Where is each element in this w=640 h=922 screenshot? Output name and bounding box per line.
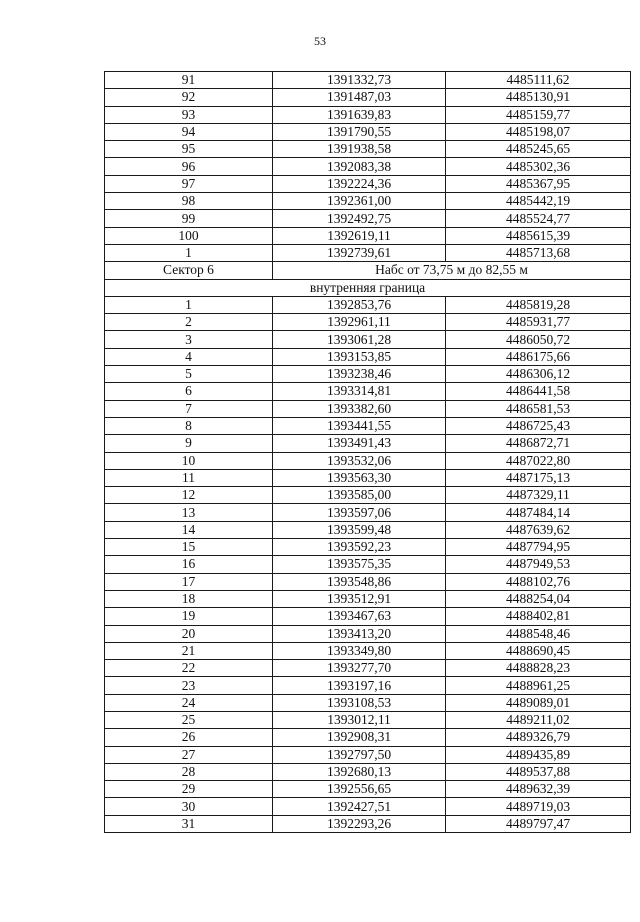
point-number-cell: 94 bbox=[105, 123, 273, 140]
y-coordinate-cell: 4489089,01 bbox=[446, 694, 631, 711]
point-number-cell: 22 bbox=[105, 660, 273, 677]
y-coordinate-cell: 4487949,53 bbox=[446, 556, 631, 573]
x-coordinate-cell: 1392427,51 bbox=[273, 798, 446, 815]
y-coordinate-cell: 4486872,71 bbox=[446, 435, 631, 452]
sector-label: Сектор 6 bbox=[105, 262, 273, 279]
x-coordinate-cell: 1393108,53 bbox=[273, 694, 446, 711]
y-coordinate-cell: 4486725,43 bbox=[446, 417, 631, 434]
x-coordinate-cell: 1393061,28 bbox=[273, 331, 446, 348]
table-row bbox=[105, 660, 631, 677]
point-number-cell: 31 bbox=[105, 815, 273, 832]
x-coordinate-cell: 1391790,55 bbox=[273, 123, 446, 140]
table-row bbox=[105, 556, 631, 573]
x-coordinate-cell: 1393382,60 bbox=[273, 400, 446, 417]
y-coordinate-cell: 4487175,13 bbox=[446, 469, 631, 486]
x-coordinate-cell: 1391487,03 bbox=[273, 89, 446, 106]
table-row bbox=[105, 487, 631, 504]
table-body-before bbox=[105, 72, 631, 262]
table-row bbox=[105, 72, 631, 89]
y-coordinate-cell: 4487639,62 bbox=[446, 521, 631, 538]
point-number-cell: 12 bbox=[105, 487, 273, 504]
point-number-cell: 92 bbox=[105, 89, 273, 106]
point-number-cell: 3 bbox=[105, 331, 273, 348]
point-number-cell: 21 bbox=[105, 642, 273, 659]
y-coordinate-cell: 4485615,39 bbox=[446, 227, 631, 244]
y-coordinate-cell: 4488690,45 bbox=[446, 642, 631, 659]
x-coordinate-cell: 1392083,38 bbox=[273, 158, 446, 175]
point-number-cell: 30 bbox=[105, 798, 273, 815]
y-coordinate-cell: 4489797,47 bbox=[446, 815, 631, 832]
table-row bbox=[105, 210, 631, 227]
x-coordinate-cell: 1393491,43 bbox=[273, 435, 446, 452]
table-row bbox=[105, 763, 631, 780]
y-coordinate-cell: 4486581,53 bbox=[446, 400, 631, 417]
x-coordinate-cell: 1392556,65 bbox=[273, 781, 446, 798]
x-coordinate-cell: 1393467,63 bbox=[273, 608, 446, 625]
y-coordinate-cell: 4486050,72 bbox=[446, 331, 631, 348]
x-coordinate-cell: 1393349,80 bbox=[273, 642, 446, 659]
table-row bbox=[105, 141, 631, 158]
x-coordinate-cell: 1393197,16 bbox=[273, 677, 446, 694]
table-row bbox=[105, 175, 631, 192]
y-coordinate-cell: 4487329,11 bbox=[446, 487, 631, 504]
point-number-cell: 2 bbox=[105, 314, 273, 331]
y-coordinate-cell: 4486175,66 bbox=[446, 348, 631, 365]
y-coordinate-cell: 4489632,39 bbox=[446, 781, 631, 798]
point-number-cell: 13 bbox=[105, 504, 273, 521]
y-coordinate-cell: 4487794,95 bbox=[446, 539, 631, 556]
point-number-cell: 6 bbox=[105, 383, 273, 400]
table-row bbox=[105, 642, 631, 659]
x-coordinate-cell: 1393314,81 bbox=[273, 383, 446, 400]
point-number-cell: 9 bbox=[105, 435, 273, 452]
boundary-label: внутренняя граница bbox=[105, 279, 631, 296]
x-coordinate-cell: 1393599,48 bbox=[273, 521, 446, 538]
table-row bbox=[105, 590, 631, 607]
point-number-cell: 8 bbox=[105, 417, 273, 434]
point-number-cell: 26 bbox=[105, 729, 273, 746]
x-coordinate-cell: 1393575,35 bbox=[273, 556, 446, 573]
x-coordinate-cell: 1393592,23 bbox=[273, 539, 446, 556]
x-coordinate-cell: 1393413,20 bbox=[273, 625, 446, 642]
y-coordinate-cell: 4486306,12 bbox=[446, 366, 631, 383]
table-row bbox=[105, 573, 631, 590]
point-number-cell: 27 bbox=[105, 746, 273, 763]
sector-row bbox=[105, 262, 631, 279]
table-row bbox=[105, 366, 631, 383]
table-row bbox=[105, 331, 631, 348]
x-coordinate-cell: 1393512,91 bbox=[273, 590, 446, 607]
point-number-cell: 91 bbox=[105, 72, 273, 89]
point-number-cell: 97 bbox=[105, 175, 273, 192]
point-number-cell: 17 bbox=[105, 573, 273, 590]
x-coordinate-cell: 1391639,83 bbox=[273, 106, 446, 123]
y-coordinate-cell: 4485713,68 bbox=[446, 244, 631, 261]
y-coordinate-cell: 4488254,04 bbox=[446, 590, 631, 607]
y-coordinate-cell: 4488828,23 bbox=[446, 660, 631, 677]
y-coordinate-cell: 4488102,76 bbox=[446, 573, 631, 590]
table-row bbox=[105, 521, 631, 538]
table-row bbox=[105, 383, 631, 400]
table-row bbox=[105, 227, 631, 244]
point-number-cell: 5 bbox=[105, 366, 273, 383]
point-number-cell: 25 bbox=[105, 711, 273, 728]
point-number-cell: 20 bbox=[105, 625, 273, 642]
table-row bbox=[105, 815, 631, 832]
point-number-cell: 96 bbox=[105, 158, 273, 175]
point-number-cell: 93 bbox=[105, 106, 273, 123]
point-number-cell: 4 bbox=[105, 348, 273, 365]
table-row bbox=[105, 89, 631, 106]
table-row bbox=[105, 539, 631, 556]
x-coordinate-cell: 1392492,75 bbox=[273, 210, 446, 227]
x-coordinate-cell: 1392293,26 bbox=[273, 815, 446, 832]
x-coordinate-cell: 1393441,55 bbox=[273, 417, 446, 434]
table-row bbox=[105, 781, 631, 798]
point-number-cell: 11 bbox=[105, 469, 273, 486]
x-coordinate-cell: 1393548,86 bbox=[273, 573, 446, 590]
table-row bbox=[105, 694, 631, 711]
x-coordinate-cell: 1393238,46 bbox=[273, 366, 446, 383]
x-coordinate-cell: 1392797,50 bbox=[273, 746, 446, 763]
table-row bbox=[105, 244, 631, 261]
table-row bbox=[105, 106, 631, 123]
sector-description: Набс от 73,75 м до 82,55 м bbox=[273, 262, 631, 279]
y-coordinate-cell: 4485130,91 bbox=[446, 89, 631, 106]
table-row bbox=[105, 314, 631, 331]
point-number-cell: 100 bbox=[105, 227, 273, 244]
y-coordinate-cell: 4488961,25 bbox=[446, 677, 631, 694]
y-coordinate-cell: 4485931,77 bbox=[446, 314, 631, 331]
x-coordinate-cell: 1392908,31 bbox=[273, 729, 446, 746]
table-row bbox=[105, 193, 631, 210]
point-number-cell: 10 bbox=[105, 452, 273, 469]
point-number-cell: 28 bbox=[105, 763, 273, 780]
y-coordinate-cell: 4489326,79 bbox=[446, 729, 631, 746]
point-number-cell: 18 bbox=[105, 590, 273, 607]
x-coordinate-cell: 1392680,13 bbox=[273, 763, 446, 780]
x-coordinate-cell: 1392619,11 bbox=[273, 227, 446, 244]
table-row bbox=[105, 348, 631, 365]
y-coordinate-cell: 4485442,19 bbox=[446, 193, 631, 210]
y-coordinate-cell: 4485245,65 bbox=[446, 141, 631, 158]
table-row bbox=[105, 746, 631, 763]
y-coordinate-cell: 4488402,81 bbox=[446, 608, 631, 625]
point-number-cell: 95 bbox=[105, 141, 273, 158]
table-row bbox=[105, 400, 631, 417]
table-row bbox=[105, 729, 631, 746]
coordinates-table bbox=[104, 71, 631, 833]
table-row bbox=[105, 798, 631, 815]
y-coordinate-cell: 4485524,77 bbox=[446, 210, 631, 227]
boundary-row bbox=[105, 279, 631, 296]
table-row bbox=[105, 677, 631, 694]
x-coordinate-cell: 1392853,76 bbox=[273, 296, 446, 313]
x-coordinate-cell: 1392361,00 bbox=[273, 193, 446, 210]
x-coordinate-cell: 1392739,61 bbox=[273, 244, 446, 261]
x-coordinate-cell: 1393585,00 bbox=[273, 487, 446, 504]
point-number-cell: 7 bbox=[105, 400, 273, 417]
table-row bbox=[105, 469, 631, 486]
y-coordinate-cell: 4487484,14 bbox=[446, 504, 631, 521]
table-row bbox=[105, 625, 631, 642]
point-number-cell: 24 bbox=[105, 694, 273, 711]
table-row bbox=[105, 296, 631, 313]
table-row bbox=[105, 504, 631, 521]
y-coordinate-cell: 4488548,46 bbox=[446, 625, 631, 642]
y-coordinate-cell: 4487022,80 bbox=[446, 452, 631, 469]
y-coordinate-cell: 4485819,28 bbox=[446, 296, 631, 313]
x-coordinate-cell: 1392961,11 bbox=[273, 314, 446, 331]
x-coordinate-cell: 1393532,06 bbox=[273, 452, 446, 469]
y-coordinate-cell: 4489211,02 bbox=[446, 711, 631, 728]
y-coordinate-cell: 4485198,07 bbox=[446, 123, 631, 140]
page-number: 53 bbox=[314, 34, 326, 48]
table-row bbox=[105, 608, 631, 625]
x-coordinate-cell: 1392224,36 bbox=[273, 175, 446, 192]
point-number-cell: 19 bbox=[105, 608, 273, 625]
y-coordinate-cell: 4485302,36 bbox=[446, 158, 631, 175]
table-row bbox=[105, 711, 631, 728]
x-coordinate-cell: 1393597,06 bbox=[273, 504, 446, 521]
point-number-cell: 1 bbox=[105, 296, 273, 313]
point-number-cell: 98 bbox=[105, 193, 273, 210]
table-row bbox=[105, 158, 631, 175]
y-coordinate-cell: 4485111,62 bbox=[446, 72, 631, 89]
x-coordinate-cell: 1391938,58 bbox=[273, 141, 446, 158]
point-number-cell: 15 bbox=[105, 539, 273, 556]
x-coordinate-cell: 1393563,30 bbox=[273, 469, 446, 486]
y-coordinate-cell: 4485367,95 bbox=[446, 175, 631, 192]
point-number-cell: 1 bbox=[105, 244, 273, 261]
x-coordinate-cell: 1393277,70 bbox=[273, 660, 446, 677]
x-coordinate-cell: 1393153,85 bbox=[273, 348, 446, 365]
table-row bbox=[105, 452, 631, 469]
table-row bbox=[105, 435, 631, 452]
y-coordinate-cell: 4485159,77 bbox=[446, 106, 631, 123]
point-number-cell: 99 bbox=[105, 210, 273, 227]
x-coordinate-cell: 1393012,11 bbox=[273, 711, 446, 728]
y-coordinate-cell: 4489719,03 bbox=[446, 798, 631, 815]
point-number-cell: 23 bbox=[105, 677, 273, 694]
y-coordinate-cell: 4486441,58 bbox=[446, 383, 631, 400]
y-coordinate-cell: 4489537,88 bbox=[446, 763, 631, 780]
point-number-cell: 14 bbox=[105, 521, 273, 538]
x-coordinate-cell: 1391332,73 bbox=[273, 72, 446, 89]
table-row bbox=[105, 417, 631, 434]
point-number-cell: 29 bbox=[105, 781, 273, 798]
y-coordinate-cell: 4489435,89 bbox=[446, 746, 631, 763]
table-body-after bbox=[105, 296, 631, 832]
table-row bbox=[105, 123, 631, 140]
sector-header bbox=[105, 262, 631, 297]
point-number-cell: 16 bbox=[105, 556, 273, 573]
